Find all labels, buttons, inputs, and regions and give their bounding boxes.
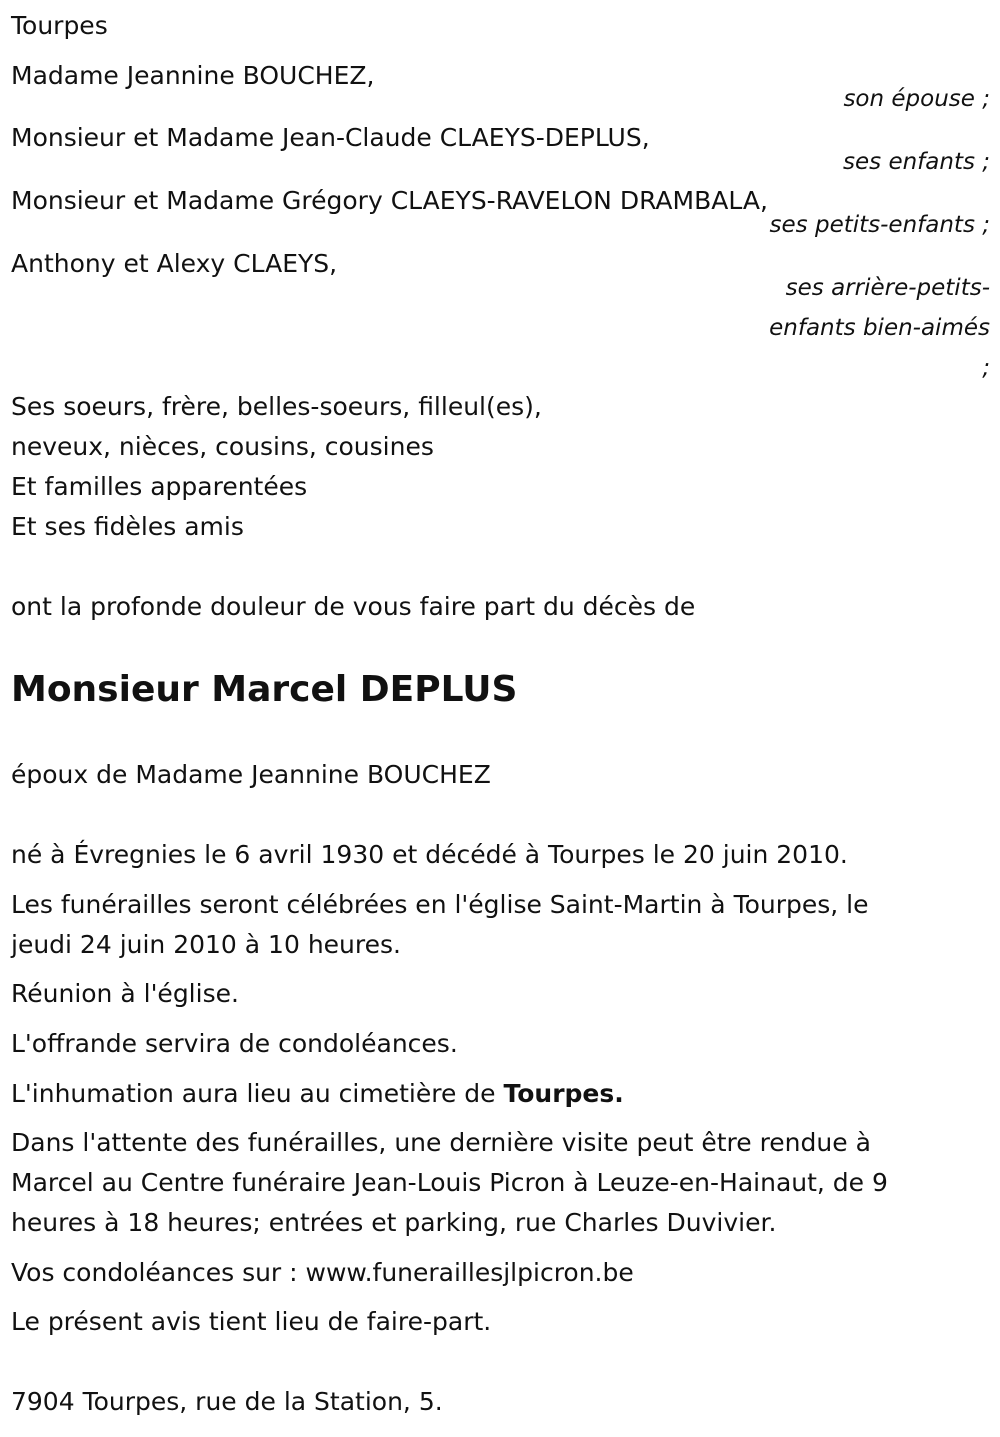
funeral-line: Les funérailles seront célébrées en l'église Saint-Martin à Tourpes, le: [11, 890, 869, 919]
family-great-grandchildren-name: Anthony et Alexy CLAEYS,: [11, 249, 338, 278]
visit-line: Dans l'attente des funérailles, une dernière visite peut être rendue à: [11, 1128, 871, 1157]
header-place: Tourpes: [11, 11, 108, 40]
birth-death-line: né à Évregnies le 6 avril 1930 et décédé à Tourpes le 20 juin 2010.: [11, 840, 848, 869]
family-children-name: Monsieur et Madame Jean-Claude CLAEYS-DEPLUS,: [11, 123, 650, 152]
family-great-grandchildren-relation-line-2: enfants bien-aimés: [769, 315, 990, 341]
notice-line: Le présent avis tient lieu de faire-part.: [11, 1307, 492, 1336]
family-grandchildren-relation: ses petits-enfants ;: [769, 212, 990, 238]
visit-line: Marcel au Centre funéraire Jean-Louis Picron à Leuze-en-Hainaut, de 9: [11, 1168, 888, 1197]
footer-address: 7904 Tourpes, rue de la Station, 5.: [11, 1387, 443, 1416]
condolences-line: Vos condoléances sur : www.funeraillesjlpicron.be: [11, 1258, 634, 1287]
spouse-line: époux de Madame Jeannine BOUCHEZ: [11, 760, 491, 789]
family-spouse-relation: son épouse ;: [843, 86, 990, 112]
family-spouse-name: Madame Jeannine BOUCHEZ,: [11, 61, 375, 90]
family-great-grandchildren-relation-line-3: ;: [982, 355, 990, 381]
offering-line: L'offrande servira de condoléances.: [11, 1029, 458, 1058]
deceased-name: Monsieur Marcel DEPLUS: [11, 669, 518, 710]
relatives-line: neveux, nièces, cousins, cousines: [11, 432, 434, 461]
family-children-relation: ses enfants ;: [843, 149, 990, 175]
family-great-grandchildren-relation-line-1: ses arrière-petits-: [785, 275, 990, 301]
family-grandchildren-name: Monsieur et Madame Grégory CLAEYS-RAVELON DRAMBALA,: [11, 186, 768, 215]
announcement-text: ont la profonde douleur de vous faire part du décès de: [11, 592, 696, 621]
relatives-line: Et familles apparentées: [11, 472, 308, 501]
burial-prefix: L'inhumation aura lieu au cimetière de: [11, 1079, 504, 1108]
funeral-line: jeudi 24 juin 2010 à 10 heures.: [11, 930, 401, 959]
relatives-line: Ses soeurs, frère, belles-soeurs, filleul(es),: [11, 392, 542, 421]
burial-place: Tourpes.: [503, 1079, 624, 1108]
visit-line: heures à 18 heures; entrées et parking, rue Charles Duvivier.: [11, 1208, 777, 1237]
burial-line: [11, 1074, 624, 1114]
gathering-line: Réunion à l'église.: [11, 979, 239, 1008]
relatives-line: Et ses fidèles amis: [11, 512, 244, 541]
